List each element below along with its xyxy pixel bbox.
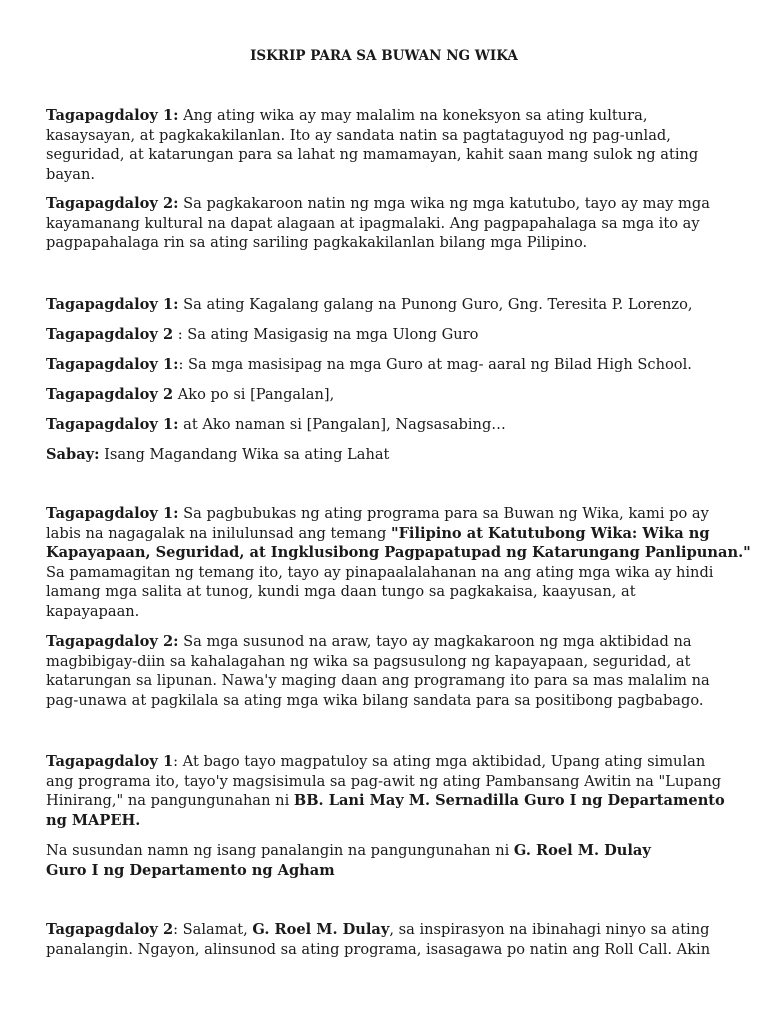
- text-span: : Salamat,: [173, 921, 253, 938]
- speaker-label: Tagapagdaloy 2:: [46, 633, 179, 650]
- greeting-line: [46, 385, 726, 405]
- paragraph-theme: [46, 504, 751, 622]
- paragraph-national-anthem: [46, 752, 726, 830]
- text-line: [46, 861, 726, 881]
- theme-title: Kapayapaan, Seguridad, at Ingklusibong Pagpapatupad ng Katarungang Panlipunan.": [46, 544, 751, 562]
- text-line: kapayapaan.: [46, 602, 140, 620]
- greeting-line: [46, 415, 726, 435]
- speaker-label: Tagapagdaloy 1: [46, 753, 174, 770]
- paragraph-activities: [46, 632, 726, 710]
- text-line: [46, 524, 726, 544]
- text-line: kayamanang kultural na dapat alagaan at ipagmalaki. Ang pagpapahalaga sa mga ito ay: [46, 214, 700, 232]
- paragraph-host1-intro: [46, 106, 726, 184]
- text-span: Hinirang," na pangungunahan ni: [46, 792, 294, 810]
- paragraph-prayer: [46, 841, 726, 880]
- text-line: [46, 543, 751, 563]
- text-span: Na susundan namn ng isang panalangin na pangungunahan ni: [46, 842, 514, 859]
- text-line: [46, 194, 726, 214]
- text-span: Sa pagbubukas ng ating programa para sa Buwan ng Wika, kami po ay: [178, 505, 709, 522]
- text-line: lamang mga salita at tunog, kundi mga daan tungo sa pagkakaisa, kaayusan, at: [46, 583, 636, 601]
- speaker-label: Sabay:: [46, 446, 100, 463]
- greeting-text: : Sa mga masisipag na mga Guro at mag- aaral ng Bilad High School.: [178, 356, 692, 373]
- greeting-line: [46, 445, 726, 465]
- person-name: Guro I ng Departamento ng Agham: [46, 861, 335, 879]
- text-line: pagpapahalaga rin sa ating sariling pagkakakilanlan bilang mga Pilipino.: [46, 234, 588, 252]
- person-name: G. Roel M. Dulay: [252, 921, 390, 938]
- text-span: Sa mga susunod na araw, tayo ay magkakaroon ng mga aktibidad na: [178, 633, 692, 650]
- greeting-text: Isang Magandang Wika sa ating Lahat: [99, 446, 390, 463]
- text-span: Sa pagkakaroon natin ng mga wika ng mga katutubo, tayo ay may mga: [178, 195, 710, 212]
- text-line: katarungan sa lipunan. Nawa'y maging daan ang programang ito para sa mas malalim na: [46, 672, 710, 690]
- text-line: [46, 811, 726, 831]
- text-line: [46, 632, 726, 652]
- speaker-label: Tagapagdaloy 2:: [46, 195, 179, 212]
- text-line: kasaysayan, at pagkakakilanlan. Ito ay sandata natin sa pagtataguyod ng pag-unlad,: [46, 126, 671, 144]
- speaker-label: Tagapagdaloy 2: [46, 921, 174, 938]
- speaker-label: Tagapagdaloy 1:: [46, 296, 179, 313]
- text-line: pag-unawa at pagkilala sa ating mga wika bilang sandata para sa positibong pagbabago.: [46, 691, 704, 709]
- greeting-text: : Sa ating Masigasig na mga Ulong Guro: [173, 326, 479, 343]
- text-line: Sa pamamagitan ng temang ito, tayo ay pinapaalalahanan na ang ating mga wika ay hindi: [46, 563, 714, 581]
- person-name: BB. Lani May M. Sernadilla Guro I ng Departamento: [293, 792, 725, 810]
- text-line: bayan.: [46, 165, 96, 183]
- text-line: [46, 504, 726, 524]
- greeting-line: [46, 355, 726, 375]
- text-line: magbibigay-diin sa kahalagahan ng wika sa pagsusulong ng kapayapaan, seguridad, at: [46, 652, 691, 670]
- text-line: [46, 106, 726, 126]
- text-span: , sa inspirasyon na ibinahagi ninyo sa ating: [389, 921, 710, 938]
- text-line: seguridad, at katarungan para sa lahat ng mamamayan, kahit saan mang sulok ng ating: [46, 146, 699, 164]
- greeting-line: [46, 325, 726, 345]
- text-span: : At bago tayo magpatuloy sa ating mga aktibidad, Upang ating simulan: [173, 753, 706, 770]
- text-line: [46, 920, 726, 940]
- text-line: [46, 791, 726, 811]
- greeting-text: at Ako naman si [Pangalan], Nagsasabing…: [178, 416, 506, 433]
- paragraph-host2-intro: [46, 194, 726, 253]
- speaker-label: Tagapagdaloy 2: [46, 386, 174, 403]
- document-title: ISKRIP PARA SA BUWAN NG WIKA: [250, 48, 518, 64]
- text-line: panalangin. Ngayon, alinsunod sa ating programa, isasagawa po natin ang Roll Call. Akin: [46, 940, 711, 958]
- text-span: Ang ating wika ay may malalim na koneksyon sa ating kultura,: [178, 107, 648, 124]
- speaker-label: Tagapagdaloy 1:: [46, 107, 179, 124]
- greeting-text: Ako po si [Pangalan],: [173, 386, 335, 403]
- theme-title: "Filipino at Katutubong Wika: Wika ng: [390, 524, 710, 542]
- greeting-text: Sa ating Kagalang galang na Punong Guro, Gng. Teresita P. Lorenzo,: [178, 296, 693, 313]
- greeting-line: [46, 295, 726, 315]
- speaker-label: Tagapagdaloy 1:: [46, 416, 179, 433]
- speaker-label: Tagapagdaloy 1:: [46, 505, 179, 522]
- paragraph-roll-call: [46, 920, 726, 959]
- speaker-label: Tagapagdaloy 2: [46, 326, 174, 343]
- text-line: [46, 841, 726, 861]
- text-line: ang programa ito, tayo'y magsisimula sa pag-awit ng ating Pambansang Awitin na "Lupang: [46, 772, 722, 790]
- text-span: labis na nagagalak na inilulunsad ang temang: [46, 524, 391, 542]
- person-name: ng MAPEH.: [46, 811, 141, 829]
- speaker-label: Tagapagdaloy 1:: [46, 356, 179, 373]
- person-name: G. Roel M. Dulay: [513, 842, 651, 859]
- text-line: [46, 752, 726, 772]
